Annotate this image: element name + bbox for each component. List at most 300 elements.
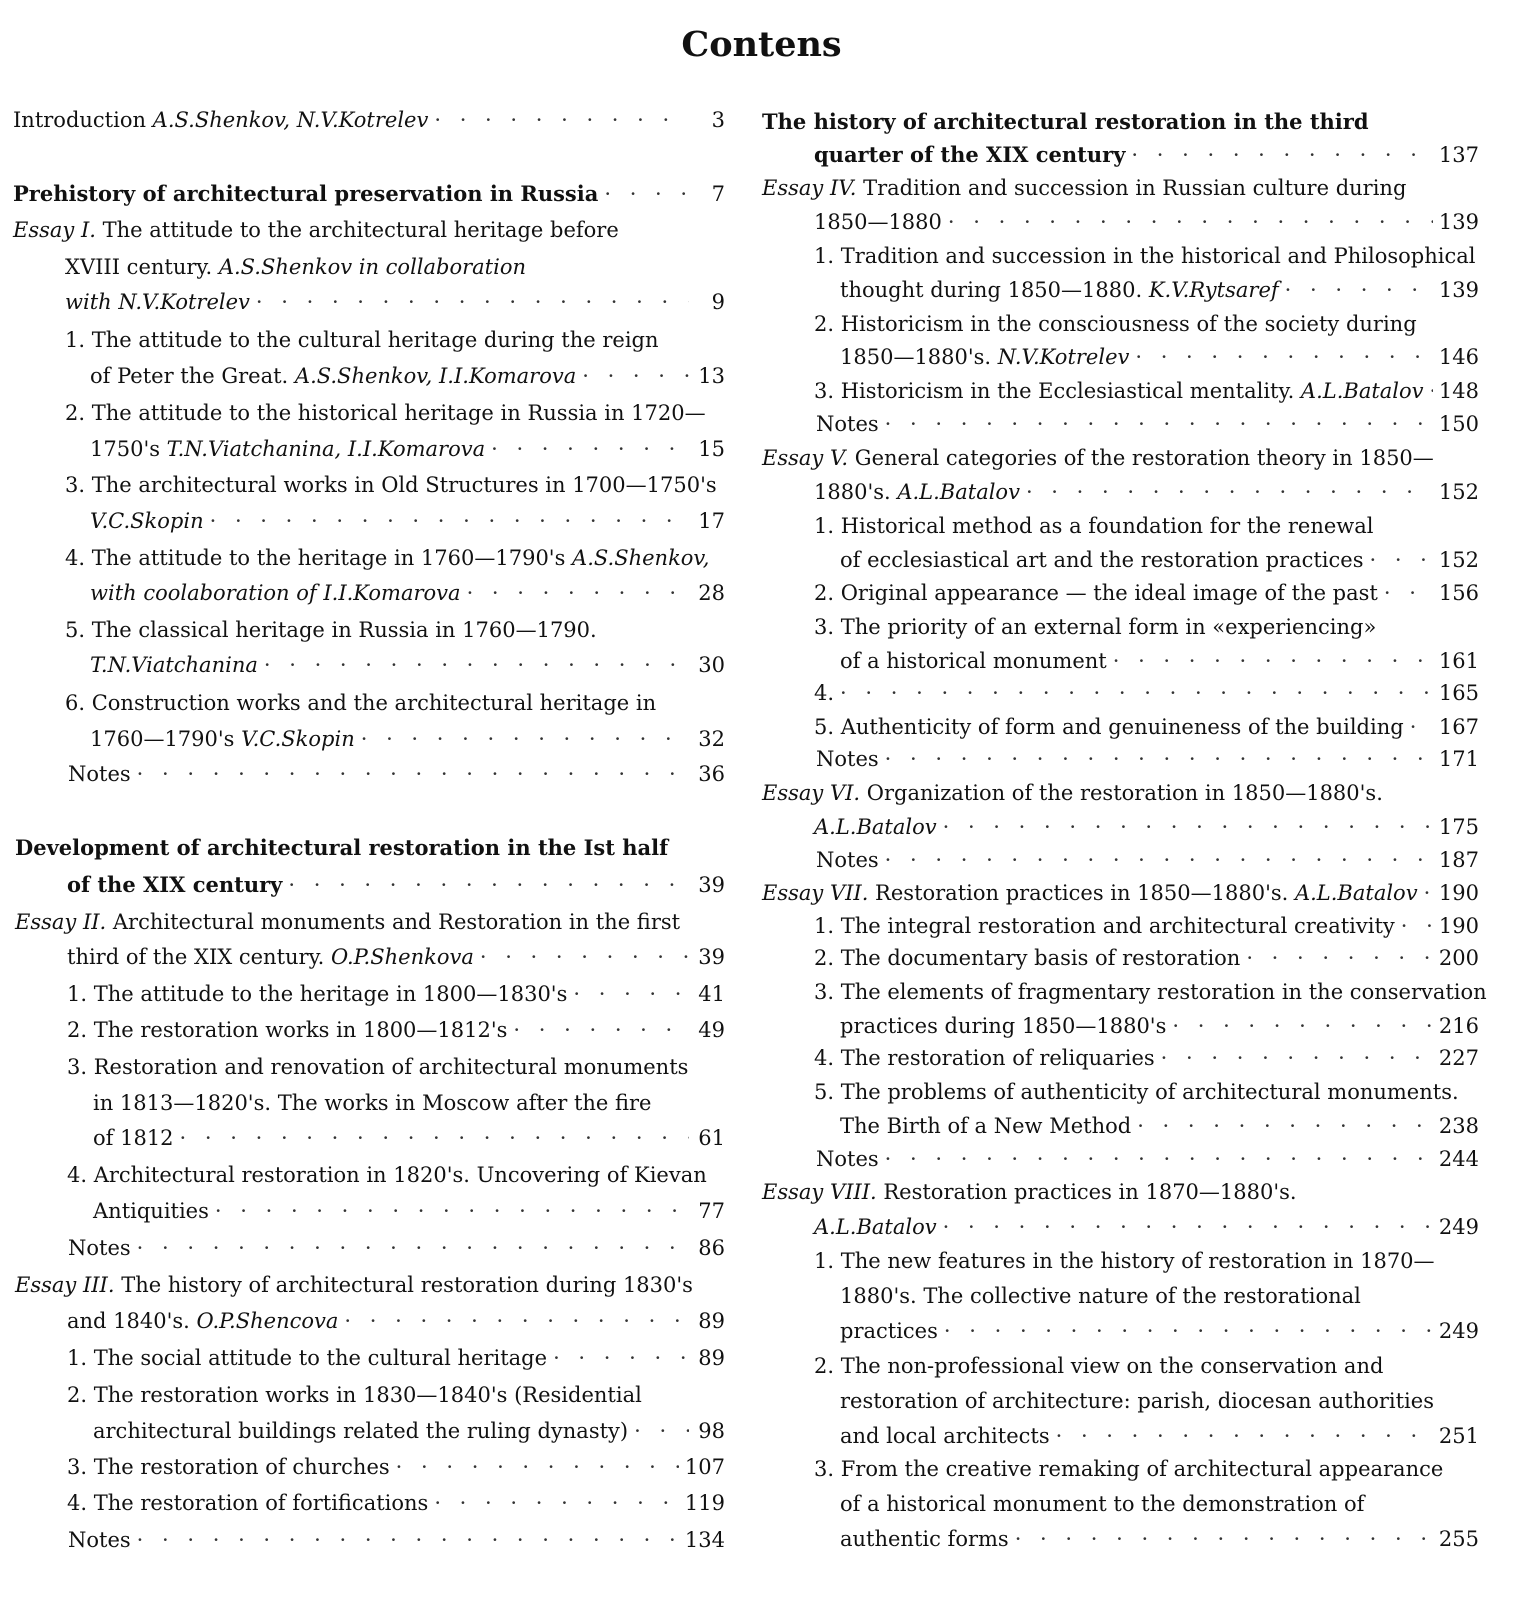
toc-entry <box>814 239 1475 273</box>
dot-leader <box>210 504 689 538</box>
toc-entry-title <box>814 810 937 844</box>
toc-entry-text: Restoration practices in 1870—1880's. <box>876 1180 1297 1204</box>
toc-entry <box>67 940 725 974</box>
toc-entry-author: T.N.Viatchanina, I.I.Komarova <box>166 437 486 461</box>
toc-entry-text: 1. Tradition and succession in the historical and Philosophical <box>814 244 1476 268</box>
toc-page-number: 137 <box>1438 143 1479 167</box>
toc-entry-title <box>13 103 428 137</box>
toc-entry-text: 3. The priority of an external form in «experiencing» <box>814 615 1377 639</box>
toc-entry-title <box>840 1522 1009 1556</box>
toc-entry-text: 5. The classical heritage in Russia in 1760—1790. <box>65 618 597 642</box>
toc-entry-title <box>816 407 879 441</box>
toc-entry <box>68 757 725 791</box>
toc-entry <box>65 468 717 502</box>
toc-entry-author: with N.V.Kotrelev <box>65 290 250 314</box>
dot-leader <box>948 205 1433 239</box>
toc-entry-text: Introduction <box>13 108 153 132</box>
toc-entry-title <box>840 1109 1131 1143</box>
toc-entry-text: The history of architectural restoration in the third <box>762 109 1369 134</box>
toc-entry-title <box>67 1341 547 1375</box>
dot-leader <box>943 1210 1433 1244</box>
toc-entry-author: T.N.Viatchanina <box>90 653 258 677</box>
toc-entry-title <box>840 1487 1364 1521</box>
toc-entry <box>68 1231 725 1265</box>
toc-entry-text: Notes <box>68 762 131 786</box>
toc-entry-title <box>67 1158 707 1192</box>
toc-page-number: 139 <box>1438 278 1479 302</box>
toc-entry <box>762 776 1383 810</box>
toc-entry-text: 2. The restoration works in 1830—1840's (Residential <box>67 1383 642 1407</box>
toc-entry <box>67 1050 688 1084</box>
toc-page-number: 13 <box>698 364 725 388</box>
toc-page-number: 119 <box>684 1491 725 1515</box>
toc-entry-title <box>15 905 680 939</box>
toc-entry-text: 1750's <box>90 437 167 461</box>
toc-entry-title <box>13 177 598 211</box>
toc-entry <box>762 876 1479 910</box>
toc-entry-text: 1. The social attitude to the cultural heritage <box>67 1346 548 1370</box>
toc-entry-text: Prehistory of architectural preservation in Russia <box>13 181 599 206</box>
toc-entry-title <box>762 776 1383 810</box>
toc-entry-text: 4. <box>814 681 835 705</box>
toc-entry-text: 5. Authenticity of form and genuineness of the building <box>814 715 1404 739</box>
dot-leader <box>480 940 689 974</box>
toc-entry <box>93 1121 725 1155</box>
toc-entry-text: Notes <box>816 1147 879 1171</box>
dot-leader <box>137 1523 679 1557</box>
toc-entry-text: 1. The new features in the history of restoration in 1870— <box>814 1249 1435 1273</box>
toc-entry-title <box>67 940 474 974</box>
toc-entry-author: A.S.Shenkov, I.I.Komarova <box>294 364 577 388</box>
toc-entry-text: Development of architectural restoration in the Ist half <box>15 835 669 860</box>
toc-entry <box>814 1452 1443 1486</box>
page-title: Contens <box>681 24 842 65</box>
toc-entry <box>840 1487 1364 1521</box>
toc-entry <box>814 205 1479 239</box>
toc-entry-author: Essay III. <box>15 1273 115 1297</box>
toc-entry-title <box>65 541 709 575</box>
toc-entry-title <box>15 831 668 865</box>
toc-entry-text: quarter of the XIX century <box>814 142 1126 167</box>
toc-entry <box>762 1175 1297 1209</box>
toc-entry <box>67 1450 725 1484</box>
toc-page-number: 86 <box>698 1236 725 1260</box>
dot-leader <box>513 1013 689 1047</box>
dot-leader <box>180 1121 689 1155</box>
toc-entry <box>814 810 1479 844</box>
toc-entry-text: 1. Historical method as a foundation for the renewal <box>814 514 1374 538</box>
toc-page-number: 139 <box>1438 210 1479 234</box>
toc-entry <box>90 576 725 610</box>
toc-entry <box>67 1378 642 1412</box>
toc-entry-author: Essay II. <box>15 910 107 934</box>
toc-page-number: 7 <box>711 182 725 206</box>
dot-leader <box>1135 340 1433 374</box>
toc-entry <box>840 1109 1479 1143</box>
toc-entry-text: 1880's. <box>814 480 898 504</box>
toc-entry <box>67 868 725 902</box>
toc-entry <box>762 171 1406 205</box>
toc-entry <box>840 543 1479 577</box>
toc-entry-text: 1. The attitude to the cultural heritage during the reign <box>65 328 659 352</box>
toc-entry <box>65 323 659 357</box>
toc-entry-text: thought during 1850—1880. <box>840 278 1149 302</box>
toc-entry <box>67 977 725 1011</box>
toc-entry-title <box>65 396 706 430</box>
dot-leader <box>264 648 689 682</box>
toc-entry-author: A.L.Batalov <box>897 480 1020 504</box>
toc-entry-text: of the XIX century <box>67 872 283 897</box>
toc-page-number: 30 <box>698 653 725 677</box>
toc-entry-text: of a historical monument to the demonstration of <box>840 1492 1365 1516</box>
toc-entry-title <box>840 340 1129 374</box>
toc-page-number: 150 <box>1438 412 1479 436</box>
toc-entry-title <box>67 1378 642 1412</box>
toc-entry-title <box>816 742 879 776</box>
toc-entry-text: architectural buildings related the ruling dynasty) <box>93 1419 629 1443</box>
dot-leader <box>885 1142 1433 1176</box>
toc-page-number: 171 <box>1438 747 1479 771</box>
toc-entry <box>65 285 725 319</box>
toc-entry <box>65 541 709 575</box>
toc-entry-title <box>840 1384 1434 1418</box>
toc-entry-text: 1. The integral restoration and architectural creativity <box>814 914 1395 938</box>
toc-entry <box>67 1304 725 1338</box>
toc-page-number: 148 <box>1438 379 1479 403</box>
dot-leader <box>582 359 689 393</box>
toc-entry <box>840 1314 1479 1348</box>
toc-entry-title <box>90 359 576 393</box>
toc-page-number: 17 <box>698 509 725 533</box>
toc-entry <box>762 105 1369 139</box>
toc-entry-author: V.C.Skopin <box>241 727 355 751</box>
toc-entry <box>67 1013 725 1047</box>
toc-entry-title <box>814 475 1020 509</box>
toc-entry-text: 1850—1880's. <box>840 345 998 369</box>
toc-entry-title <box>814 138 1125 172</box>
toc-page-number: 39 <box>698 945 725 969</box>
dot-leader <box>288 868 689 902</box>
dot-leader <box>1430 374 1433 408</box>
toc-entry-author: A.L.Batalov <box>814 1215 937 1239</box>
toc-entry-title <box>67 868 282 902</box>
toc-entry <box>90 648 725 682</box>
dot-leader <box>634 1414 689 1448</box>
dot-leader <box>1410 710 1433 744</box>
toc-page-number: 61 <box>698 1126 725 1150</box>
toc-entry <box>816 742 1479 776</box>
toc-entry-author: Essay VI. <box>762 781 861 805</box>
toc-entry-title <box>814 941 1240 975</box>
toc-page-number: 152 <box>1438 480 1479 504</box>
dot-leader <box>1026 475 1433 509</box>
dot-leader <box>1369 543 1432 577</box>
toc-entry-title <box>814 307 1417 341</box>
toc-page-number: 3 <box>711 108 725 132</box>
toc-entry-text: 2. The non-professional view on the conservation and <box>814 1354 1384 1378</box>
toc-entry-text: practices <box>840 1319 938 1343</box>
toc-entry-title <box>840 1279 1361 1313</box>
toc-entry <box>93 1086 651 1120</box>
toc-entry <box>93 1414 725 1448</box>
toc-entry-text: 4. The restoration of reliquaries <box>814 1046 1155 1070</box>
dot-leader <box>361 722 689 756</box>
toc-page-number: 175 <box>1438 815 1479 839</box>
toc-entry-title <box>840 1314 938 1348</box>
toc-entry-text: Notes <box>816 412 879 436</box>
dot-leader <box>137 1231 689 1265</box>
toc-entry <box>65 686 656 720</box>
toc-entry-author: A.S.Shenkov, N.V.Kotrelev <box>152 108 429 132</box>
toc-entry-author: A.L.Batalov <box>1294 881 1418 905</box>
toc-entry <box>840 340 1479 374</box>
toc-entry-title <box>840 644 1107 678</box>
toc-entry-title <box>814 509 1374 543</box>
toc-entry-title <box>65 250 526 284</box>
toc-entry <box>814 710 1479 744</box>
toc-entry <box>90 504 725 538</box>
toc-entry-text: The attitude to the architectural heritage before <box>95 218 619 242</box>
toc-entry <box>90 722 725 756</box>
toc-entry-author: Essay VIII. <box>762 1180 877 1204</box>
toc-entry-title <box>840 543 1363 577</box>
toc-entry-text: 3. Restoration and renovation of architectural monuments <box>67 1055 689 1079</box>
toc-entry-title <box>814 205 942 239</box>
toc-entry-title <box>65 285 250 319</box>
toc-entry-text: 1850—1880 <box>814 210 942 234</box>
toc-entry-title <box>814 1244 1435 1278</box>
dot-leader <box>1401 909 1433 943</box>
toc-entry-text: 5. The problems of authenticity of architectural monuments. <box>814 1080 1459 1104</box>
toc-entry-text: and 1840's. <box>67 1309 197 1333</box>
toc-entry-title <box>762 876 1418 910</box>
toc-page-number: 167 <box>1438 715 1479 739</box>
toc-page-number: 28 <box>698 581 725 605</box>
toc-entry-author: A.L.Batalov <box>814 815 937 839</box>
toc-entry <box>816 843 1479 877</box>
toc-page-number: 161 <box>1438 649 1479 673</box>
toc-entry <box>840 1279 1361 1313</box>
toc-entry <box>840 1522 1479 1556</box>
toc-entry-title <box>814 1452 1443 1486</box>
toc-entry-title <box>67 1486 428 1520</box>
toc-entry <box>15 831 668 865</box>
toc-entry <box>762 441 1434 475</box>
dot-leader <box>840 676 1433 710</box>
toc-entry-title <box>90 576 461 610</box>
toc-entry <box>814 1349 1383 1383</box>
toc-entry <box>65 396 706 430</box>
toc-page-number: 190 <box>1438 881 1479 905</box>
toc-entry-text: and local architects <box>840 1424 1050 1448</box>
toc-entry-author: Essay I. <box>13 218 96 242</box>
toc-entry-title <box>68 1523 131 1557</box>
toc-entry-text: 3. The elements of fragmentary restoration in the conservation <box>814 980 1487 1004</box>
toc-entry-text: The history of architectural restoration during 1830's <box>114 1273 693 1297</box>
toc-entry-text: 4. The restoration of fortifications <box>67 1491 429 1515</box>
toc-entry <box>13 213 619 247</box>
toc-page-number: 216 <box>1438 1014 1479 1038</box>
toc-entry-text: Restoration practices in 1850—1880's. <box>868 881 1295 905</box>
toc-entry <box>67 1158 707 1192</box>
toc-entry-text: 3. The restoration of churches <box>67 1455 390 1479</box>
dot-leader <box>215 1194 689 1228</box>
dot-leader <box>1015 1522 1433 1556</box>
toc-entry <box>65 613 597 647</box>
toc-entry-title <box>90 648 258 682</box>
toc-entry <box>814 509 1374 543</box>
toc-entry-title <box>762 1175 1297 1209</box>
toc-page-number: 244 <box>1438 1147 1479 1171</box>
toc-entry-title <box>67 1304 338 1338</box>
dot-leader <box>1424 876 1433 910</box>
toc-entry-text: 4. The attitude to the heritage in 1760—1790's <box>65 546 573 570</box>
toc-entry-text: Notes <box>816 848 879 872</box>
toc-page-number: 200 <box>1438 946 1479 970</box>
toc-page-number: 49 <box>698 1018 725 1042</box>
toc-entry-author: V.C.Skopin <box>90 509 204 533</box>
toc-entry-title <box>814 909 1395 943</box>
dot-leader <box>885 407 1433 441</box>
toc-entry-title <box>67 1013 507 1047</box>
toc-entry <box>816 407 1479 441</box>
toc-entry-title <box>762 171 1406 205</box>
toc-entry-text: Antiquities <box>93 1199 209 1223</box>
dot-leader <box>434 1486 679 1520</box>
toc-entry-title <box>90 504 204 538</box>
toc-entry-title <box>816 843 879 877</box>
toc-entry-text: 3. The architectural works in Old Structures in 1700—1750's <box>65 473 717 497</box>
toc-entry-text: 2. Historicism in the consciousness of the society during <box>814 312 1417 336</box>
toc-entry-text: Tradition and succession in Russian culture during <box>856 176 1407 200</box>
toc-entry <box>814 374 1479 408</box>
toc-entry-text: in 1813—1820's. The works in Moscow after the fire <box>93 1091 652 1115</box>
toc-entry-author: N.V.Kotrelev <box>997 345 1130 369</box>
toc-entry-text: of ecclesiastical art and the restoration practices <box>840 548 1364 572</box>
toc-entry-title <box>67 1450 390 1484</box>
toc-entry-text: 6. Construction works and the architectural heritage in <box>65 691 657 715</box>
toc-entry <box>13 103 725 137</box>
toc-entry-title <box>840 273 1279 307</box>
toc-page-number: 249 <box>1438 1319 1479 1343</box>
toc-entry-title <box>65 468 717 502</box>
toc-entry-title <box>65 323 659 357</box>
toc-entry-text: third of the XIX century. <box>67 945 332 969</box>
toc-page-number: 89 <box>698 1309 725 1333</box>
toc-entry-author: A.S.Shenkov in collaboration <box>218 255 526 279</box>
toc-entry-text: 2. The restoration works in 1800—1812's <box>67 1018 508 1042</box>
toc-page-number: 190 <box>1438 914 1479 938</box>
toc-page-number: 107 <box>684 1455 725 1479</box>
dot-leader <box>553 1341 689 1375</box>
toc-page-number: 238 <box>1438 1114 1479 1138</box>
toc-entry-author: Essay IV. <box>762 176 857 200</box>
toc-entry-title <box>814 1075 1459 1109</box>
toc-page-number: 36 <box>698 762 725 786</box>
toc-entry-author: Essay VII. <box>762 881 869 905</box>
toc-entry-title <box>68 757 131 791</box>
toc-entry <box>15 905 680 939</box>
toc-entry-title <box>814 1210 937 1244</box>
toc-entry <box>13 177 725 211</box>
toc-entry <box>67 1341 725 1375</box>
dot-leader <box>1056 1419 1433 1453</box>
toc-entry-title <box>814 975 1487 1009</box>
toc-page-number: 165 <box>1438 681 1479 705</box>
toc-entry-text: 2. Original appearance — the ideal image of the past <box>814 581 1378 605</box>
toc-entry-text: Architectural monuments and Restoration in the first <box>106 910 681 934</box>
dot-leader <box>137 757 689 791</box>
toc-entry-title <box>762 105 1369 139</box>
toc-entry-text: 1. The attitude to the heritage in 1800—1830's <box>67 982 568 1006</box>
toc-page-number: 134 <box>684 1528 725 1552</box>
toc-entry-author: A.S.Shenkov, <box>572 546 710 570</box>
toc-page-number: 249 <box>1438 1215 1479 1239</box>
toc-page-number: 98 <box>698 1419 725 1443</box>
toc-page-number: 15 <box>698 437 725 461</box>
toc-page-number: 227 <box>1438 1046 1479 1070</box>
toc-page-number: 255 <box>1438 1527 1479 1551</box>
dot-leader <box>396 1450 679 1484</box>
toc-entry <box>814 1075 1459 1109</box>
toc-entry <box>814 138 1479 172</box>
toc-page-number: 89 <box>698 1346 725 1370</box>
toc-entry-text: The Birth of a New Method <box>840 1114 1132 1138</box>
toc-entry <box>93 1194 725 1228</box>
toc-page-number: 152 <box>1438 548 1479 572</box>
dot-leader <box>467 576 689 610</box>
toc-entry-author: with coolaboration of I.I.Komarova <box>90 581 461 605</box>
toc-page-number: 77 <box>698 1199 725 1223</box>
toc-entry-author: A.L.Batalov <box>1300 379 1424 403</box>
toc-entry <box>814 307 1417 341</box>
toc-entry-title <box>814 610 1376 644</box>
toc-entry-title <box>65 613 597 647</box>
toc-entry <box>840 1009 1479 1043</box>
toc-entry-author: K.V.Rytsaref <box>1148 278 1279 302</box>
dot-leader <box>573 977 689 1011</box>
toc-entry-author: O.P.Shenkova <box>331 945 474 969</box>
toc-page-number: 156 <box>1438 581 1479 605</box>
toc-entry <box>68 1523 725 1557</box>
toc-entry-author: O.P.Shencova <box>196 1309 339 1333</box>
toc-entry-text: of 1812 <box>93 1126 174 1150</box>
toc-entry-title <box>65 686 656 720</box>
toc-entry <box>814 610 1376 644</box>
dot-leader <box>1384 576 1433 610</box>
toc-entry-text: Notes <box>68 1528 131 1552</box>
dot-leader <box>1172 1009 1433 1043</box>
toc-entry <box>65 250 526 284</box>
toc-entry-title <box>816 1142 879 1176</box>
toc-entry-title <box>13 213 619 247</box>
toc-entry-title <box>93 1414 628 1448</box>
toc-entry <box>814 676 1479 710</box>
toc-entry <box>814 1244 1435 1278</box>
toc-entry-text: 1880's. The collective nature of the restorational <box>840 1284 1361 1308</box>
toc-entry-text: practices during 1850—1880's <box>840 1014 1167 1038</box>
toc-entry-title <box>814 239 1475 273</box>
toc-entry-text: Notes <box>816 747 879 771</box>
toc-entry-title <box>68 1231 131 1265</box>
toc-entry <box>67 1486 725 1520</box>
toc-entry-text: restoration of architecture: parish, diocesan authorities <box>840 1389 1434 1413</box>
toc-page-number: 187 <box>1438 848 1479 872</box>
dot-leader <box>944 1314 1433 1348</box>
dot-leader <box>1161 1041 1433 1075</box>
toc-entry <box>814 941 1479 975</box>
dot-leader <box>1246 941 1433 975</box>
